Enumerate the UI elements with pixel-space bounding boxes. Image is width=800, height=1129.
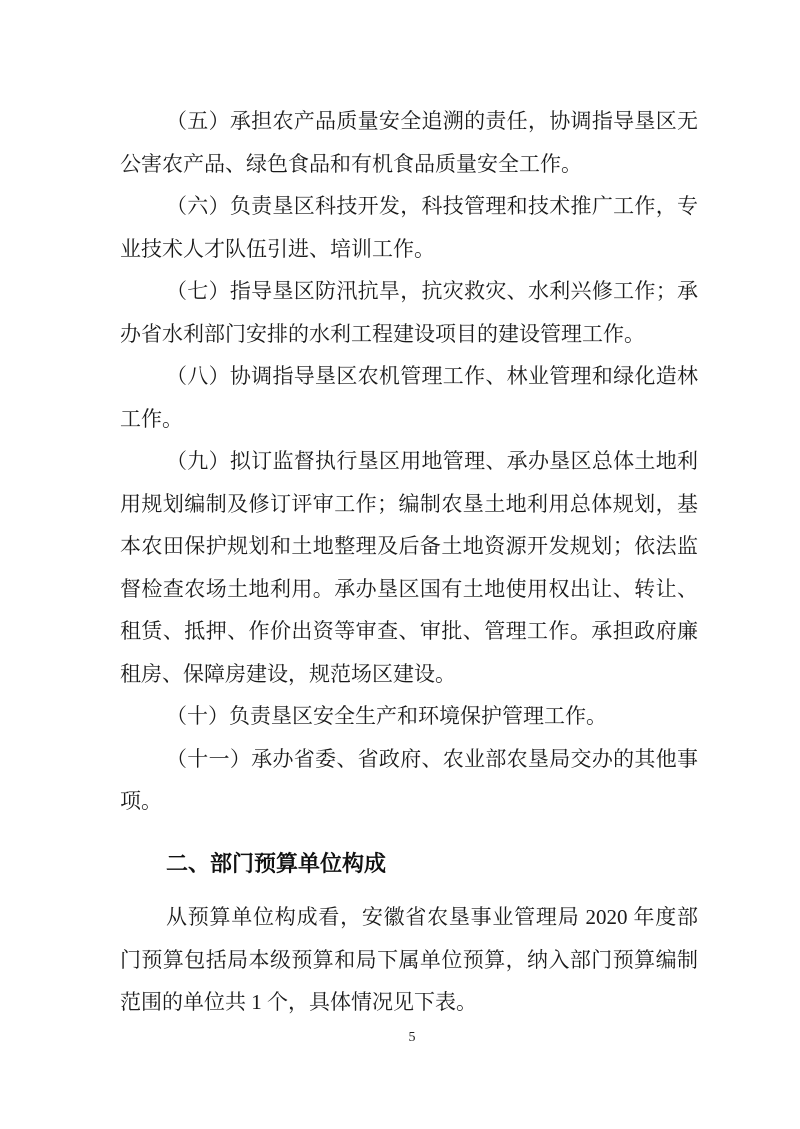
text-line: 租房、保障房建设，规范场区建设。 — [120, 661, 456, 686]
text-line: 租赁、抵押、作价出资等审查、审批、管理工作。承担政府廉 — [120, 619, 698, 643]
section-heading: 二、部门预算单位构成 — [166, 851, 387, 876]
text-line: 办省水利部门安排的水利工程建设项目的建设管理工作。 — [120, 321, 645, 346]
paragraph — [120, 270, 698, 355]
text-line: 门预算包括局本级预算和局下属单位预算，纳入部门预算编制 — [120, 947, 698, 972]
text-line: （六）负责垦区科技开发，科技管理和技术推广工作，专 — [166, 194, 698, 218]
paragraph — [120, 695, 698, 738]
text-line: 范围的单位共 1 个，具体情况见下表。 — [120, 990, 477, 1014]
text-line: （十一）承办省委、省政府、农业部农垦局交办的其他事 — [166, 746, 698, 771]
paragraph — [120, 355, 698, 440]
text-line: （十）负责垦区安全生产和环境保护管理工作。 — [166, 704, 607, 728]
paragraph — [120, 896, 698, 1024]
paragraph — [120, 440, 698, 695]
text-line: 工作。 — [120, 406, 183, 431]
page-number: 5 — [408, 1030, 416, 1045]
text-line: 用规划编制及修订评审工作；编制农垦土地利用总体规划，基 — [120, 491, 698, 516]
paragraph — [120, 738, 698, 823]
paragraph — [120, 185, 698, 270]
section-2-text — [120, 896, 698, 1024]
paragraph — [120, 100, 698, 185]
body-text — [120, 100, 698, 823]
text-line: （八）协调指导垦区农机管理工作、林业管理和绿化造林 — [166, 364, 698, 388]
text-line: 公害农产品、绿色食品和有机食品质量安全工作。 — [120, 151, 582, 176]
text-line: （七）指导垦区防汛抗旱，抗灾救灾、水利兴修工作；承 — [166, 279, 698, 303]
text-line: （五）承担农产品质量安全追溯的责任，协调指导垦区无 — [166, 109, 698, 133]
text-line: 项。 — [120, 789, 162, 813]
text-line: 本农田保护规划和土地整理及后备土地资源开发规划；依法监 — [120, 534, 698, 558]
text-line: （九）拟订监督执行垦区用地管理、承办垦区总体土地利 — [166, 449, 698, 473]
text-line: 从预算单位构成看，安徽省农垦事业管理局 2020 年度部 — [166, 905, 698, 929]
text-line: 督检查农场土地利用。承办垦区国有土地使用权出让、转让、 — [120, 576, 698, 601]
text-line: 业技术人才队伍引进、培训工作。 — [120, 236, 435, 261]
